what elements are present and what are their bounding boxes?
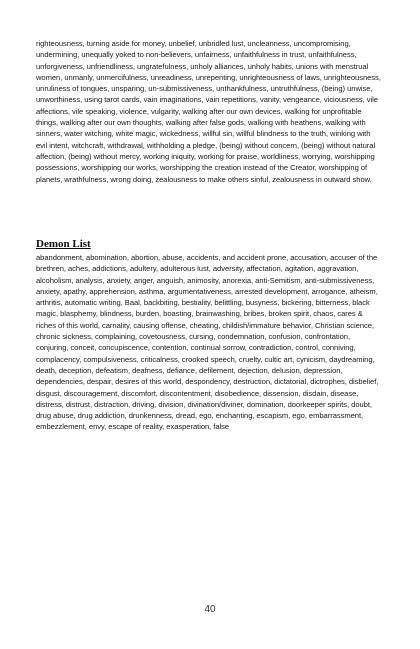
sin-list-paragraph: righteousness, turning aside for money, unbelief, unbridled lust, uncleanness, uncompromising, undermining, unequally yoked to non-believers, unfairness, unfaithfulness in trust, unfaithfulness, unforgiveness, unfriendliness, ungratefulness, unholy alliances, unholy habits, unions with menstrual women, unmanly, unmercifulness, unreadiness, unrepenting, unrighteousness of laws, unrighteousness, unruliness of tongues, unsparing, un-submissiveness, unthankfulness, untruthfulness, (being) unwise, unworthiness, using tarot cards, vain imaginations, vain repetitions, vanity, vengeance, viciousness, vile affections, vile speaking, violence, vulgarity, walking after our own devices, walking for unprofitable things, walking after our own thoughts, walking after false gods, walking with heathens, walking with sinners, water witching, white magic, wickedness, willful sin, willful blindness to the truth, winking with evil intent, witchcraft, withdrawal, withholding a pledge, (being) without concern, (being) without natural affection, (being) without mercy, working iniquity, working for praise, worldliness, worrying, worshipping possessions, worshipping our works, worshipping the creation instead of the Creator, worshipping of planets, wrathfulness, wrong doing, zealousness to make others sinful, zealousness in outward show. (36, 39, 381, 184)
demon-list-paragraph: abandonment, abomination, abortion, abuse, accidents, and accident prone, accusation, accuser of the brethren, aches, addictions, adultery, adulterous lust, adversity, affectation, agitation, aggravation, alcoholism, analysis, anxiety, anger, anguish, animosity, anorexia, anti-Semitism, anti-submissiveness, anxiety, apathy, apprehension, asthma, argumentativeness, arrested development, arrogance, atheism, arthritis, automatic writing, Baal, backbiting, bestiality, belittling, busyness, bickering, bitterness, black magic, blasphemy, blindness, burden, boasting, brainwashing, bribes, broken spirit, chaos, cares & riches of this world, carnality, causing offense, cheating, childish/immature behavior, Christian science, chronic sickness, complaining, covetousness, cursing, condemnation, confusion, confrontation, conjuring, conceit, concupiscence, contention, continual sorrow, contradiction, control, conniving, complacency, compulsiveness, criticalness, crooked speech, cruelty, cultic art, cynicism, daydreaming, death, deception, defeatism, deafness, defiance, defilement, dejection, delusion, depression, dependencies, despair, desires of this world, despondency, destruction, dictatorial, dictrophes, disbelief, disgust, discouragement, discomfort, discontentment, disobedience, dissension, disdain, disease, distress, distrust, distraction, driving, division, divination/diviner, domination, doorkeeper spirits, doubt, drug abuse, drug addiction, drunkenness, dread, ego, enchanting, escapism, ego, embarrassment, embezzlement, envy, escape of reality, exasperation, false (36, 253, 379, 432)
demon-list-heading: Demon List (36, 238, 91, 250)
page-number: 40 (204, 604, 216, 615)
